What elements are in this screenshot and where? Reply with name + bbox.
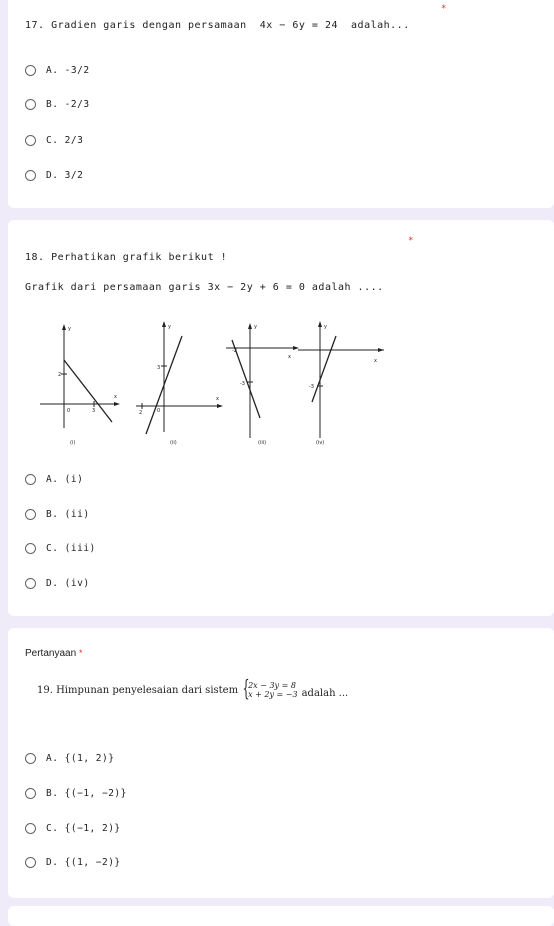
question-18-prompt: Grafik dari persamaan garis 3x − 2y + 6 = 0 adalah .... — [25, 282, 384, 293]
option-label: C. {(−1, 2)} — [46, 822, 121, 834]
graph-ii — [136, 324, 220, 434]
question-19-lead: 19. Himpunan penyelesaian dari sistem — [37, 684, 239, 696]
radio-button[interactable] — [25, 753, 36, 764]
radio-button[interactable] — [25, 578, 36, 589]
axis-label: -3 — [240, 381, 245, 387]
radio-button[interactable] — [25, 170, 36, 181]
question-card-18 — [8, 220, 554, 616]
question-17-text: 17. Gradien garis dengan persamaan 4x − 6y = 24 adalah... — [25, 20, 410, 31]
section-label-text: Pertanyaan — [25, 648, 77, 659]
option-label: B. -2/3 — [46, 98, 90, 110]
option-label: A. (i) — [46, 473, 84, 485]
option-18-c[interactable] — [25, 540, 96, 556]
axis-label: y — [68, 326, 71, 332]
axis-label: 2 — [139, 410, 143, 416]
axis-label: -3 — [309, 384, 314, 390]
equation-1: 2x − 3y = 8 — [248, 681, 296, 690]
axis-label: x — [216, 396, 219, 402]
option-label: D. 3/2 — [46, 169, 84, 181]
axis-label: x — [114, 394, 117, 400]
radio-button[interactable] — [25, 65, 36, 76]
option-label: B. (ii) — [46, 508, 90, 520]
radio-button[interactable] — [25, 99, 36, 110]
graph-iii — [226, 326, 296, 438]
radio-button[interactable] — [25, 857, 36, 868]
radio-button[interactable] — [25, 788, 36, 799]
graph-caption: (iv) — [316, 440, 325, 446]
option-18-d[interactable] — [25, 575, 90, 591]
axis-label: 0 — [67, 408, 71, 414]
equation-2: x + 2y = −3 — [248, 690, 298, 699]
axis-label: -2 — [232, 348, 237, 354]
axis-label: x — [374, 358, 377, 364]
axis-label: 3 — [92, 408, 96, 414]
brace-icon: { — [242, 677, 250, 702]
radio-button[interactable] — [25, 543, 36, 554]
option-17-c[interactable] — [25, 132, 83, 148]
axis-label: y — [254, 324, 257, 330]
question-card-19 — [8, 628, 554, 898]
option-17-b[interactable] — [25, 96, 90, 112]
graph-caption: (iii) — [258, 440, 267, 446]
option-label: C. (iii) — [46, 542, 96, 554]
required-mark: * — [441, 4, 447, 14]
option-17-a[interactable] — [25, 62, 90, 78]
option-label: C. 2/3 — [46, 134, 84, 146]
question-18-title: 18. Perhatikan grafik berikut ! — [25, 252, 228, 263]
option-19-b[interactable] — [25, 785, 127, 801]
graph-caption: (i) — [70, 440, 76, 446]
graph-caption: (ii) — [170, 440, 177, 446]
graph-i — [40, 328, 116, 428]
question-card-20 — [8, 906, 554, 926]
radio-button[interactable] — [25, 135, 36, 146]
radio-button[interactable] — [25, 474, 36, 485]
option-label: D. (iv) — [46, 577, 90, 589]
option-label: A. -3/2 — [46, 64, 90, 76]
graph-image — [34, 318, 384, 452]
question-19-text — [37, 677, 349, 702]
axis-label: x — [288, 354, 291, 360]
equation-system — [248, 681, 298, 699]
option-label: D. {(1, −2)} — [46, 856, 121, 868]
axis-label: y — [324, 324, 327, 330]
required-mark: * — [78, 648, 83, 658]
question-card-17 — [8, 0, 554, 208]
axis-label: y — [168, 324, 171, 330]
section-label — [25, 648, 82, 659]
question-19-tail: adalah ... — [301, 687, 349, 699]
option-18-b[interactable] — [25, 506, 90, 522]
axis-label: 3 — [157, 365, 161, 371]
option-label: A. {(1, 2)} — [46, 752, 115, 764]
option-label: B. {(−1, −2)} — [46, 787, 127, 799]
axis-label: 0 — [157, 408, 161, 414]
axis-label: 2 — [58, 372, 62, 378]
radio-button[interactable] — [25, 509, 36, 520]
option-18-a[interactable] — [25, 471, 83, 487]
option-17-d[interactable] — [25, 167, 83, 183]
option-19-a[interactable] — [25, 750, 114, 766]
option-19-c[interactable] — [25, 820, 121, 836]
radio-button[interactable] — [25, 823, 36, 834]
graph-iv — [298, 324, 384, 438]
option-19-d[interactable] — [25, 854, 121, 870]
required-mark: * — [408, 236, 414, 246]
